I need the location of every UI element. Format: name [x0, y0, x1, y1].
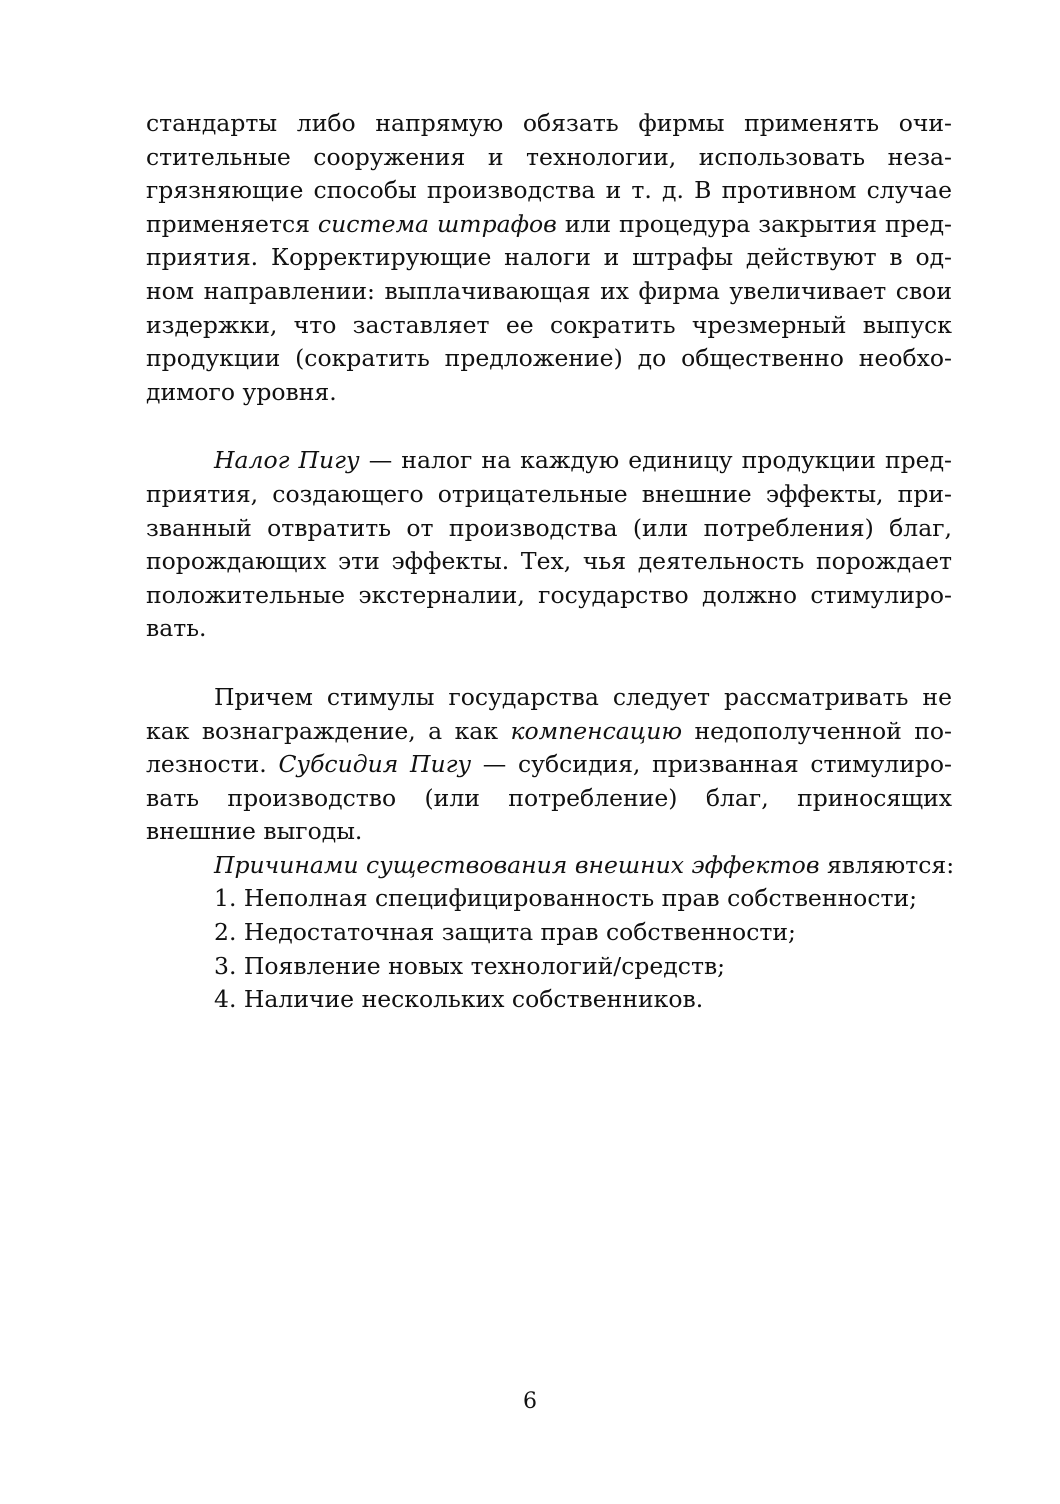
term-penalty-system: система штрафов [317, 209, 557, 238]
page-number: 6 [523, 1389, 537, 1414]
text-fragment: — субсидия, призванная стимулиро- [471, 750, 952, 779]
term-pigou-tax: Налог Пигу [214, 446, 360, 475]
text-line: положительные экстерналии, государство должно стимулиро- [146, 580, 952, 609]
text-line [146, 748, 952, 782]
list-item: 4. Наличие нескольких собственников. [214, 985, 704, 1014]
term-pigou-subsidy: Субсидия Пигу [278, 750, 472, 779]
text-line: приятия. Корректирующие налоги и штрафы действуют в од- [146, 243, 952, 272]
text-line: ном направлении: выплачивающая их фирма увеличивает свои [146, 276, 952, 305]
text-fragment: недополученной по- [682, 716, 952, 745]
list-item: 2. Недостаточная защита прав собственности; [214, 918, 796, 947]
text-fragment: являются: [819, 850, 955, 879]
paragraph-gap [146, 646, 952, 681]
text-fragment: лезности. [146, 750, 279, 779]
causes-section [146, 849, 955, 1017]
text-line [146, 444, 952, 478]
term-causes: Причинами существования внешних эффектов [214, 850, 820, 879]
text-line [146, 715, 952, 749]
text-fragment: или процедура закрытия пред- [556, 209, 952, 238]
causes-intro [146, 849, 955, 883]
text-line: порождающих эти эффекты. Тех, чья деятельность порождает [146, 547, 952, 576]
text-line: стандарты либо напрямую обязать фирмы применять очи- [146, 109, 952, 137]
text-line: внешние выгоды. [146, 817, 363, 846]
list-item: 3. Появление новых технологий/средств; [214, 951, 726, 980]
text-line: димого уровня. [146, 377, 337, 406]
text-line: вать. [146, 614, 207, 643]
term-compensation: компенсацию [510, 716, 683, 745]
text-line [146, 208, 952, 242]
text-line: Причем стимулы государства следует рассматривать не [214, 682, 952, 711]
paragraph-regulation [146, 107, 952, 409]
text-line: приятия, создающего отрицательные внешние эффекты, при- [146, 479, 952, 508]
text-line: вать производство (или потребление) благ, приносящих [146, 783, 952, 812]
list-item: 1. Неполная специфицированность прав собственности; [214, 884, 918, 913]
text-line: продукции (сократить предложение) до общественно необхо- [146, 344, 952, 373]
text-fragment: как вознаграждение, а как [146, 716, 511, 745]
text-line: стительные сооружения и технологии, использовать неза- [146, 142, 952, 171]
text-line: издержки, что заставляет ее сократить чрезмерный выпуск [146, 310, 952, 339]
text-line: грязняющие способы производства и т. д. В противном случае [146, 176, 952, 205]
page-body [146, 107, 955, 1017]
paragraph-pigou-subsidy [146, 681, 952, 849]
paragraph-pigou-tax [146, 444, 952, 646]
paragraph-gap [146, 409, 952, 444]
text-line: званный отвратить от производства (или потребления) благ, [146, 513, 952, 542]
text-fragment: применяется [146, 209, 318, 238]
text-fragment: — налог на каждую единицу продукции пред- [359, 446, 952, 475]
